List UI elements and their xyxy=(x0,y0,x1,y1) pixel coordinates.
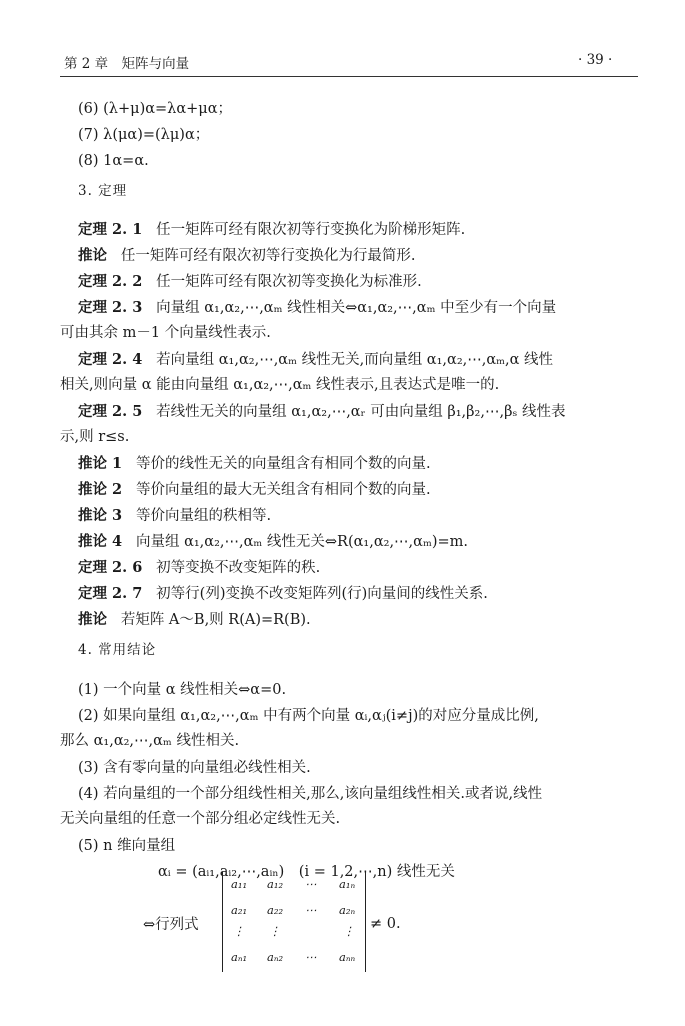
result-1: (1) 一个向量 α 线性相关⇔α=0. xyxy=(78,682,287,698)
det-cell: ⋮ xyxy=(233,924,245,938)
result-2: (2) 如果向量组 α₁,α₂,⋯,αₘ 中有两个向量 αᵢ,αⱼ(i≠j)的对应分量成比例, xyxy=(78,708,539,724)
theorem-label: 定理 2. 1 xyxy=(78,221,143,238)
inference-4 xyxy=(78,532,468,552)
det-cell: a₁₁ xyxy=(231,877,248,891)
property-6: (6) (λ+μ)α=λα+μα； xyxy=(78,101,233,117)
result-4-continued: 无关向量组的任意一个部分组必定线性无关. xyxy=(60,811,341,827)
result-4: (4) 若向量组的一个部分组线性相关,那么,该向量组线性相关.或者说,线性 xyxy=(78,786,543,802)
theorem-2-2 xyxy=(78,272,422,292)
property-8: (8) 1α=α. xyxy=(78,153,149,169)
det-cell: ⋯ xyxy=(305,950,317,964)
header-rule xyxy=(60,76,638,77)
theorem-text: 初等行(列)变换不改变矩阵列(行)向量间的线性关系. xyxy=(156,586,488,602)
inference-label: 推论 2 xyxy=(78,481,123,498)
corollary-text: 若矩阵 A～B,则 R(A)=R(B). xyxy=(120,612,311,628)
result-2-continued: 那么 α₁,α₂,⋯,αₘ 线性相关. xyxy=(60,733,240,749)
theorem-text: 任一矩阵可经有限次初等变换化为标准形. xyxy=(156,274,422,290)
theorem-text: 若向量组 α₁,α₂,⋯,αₘ 线性无关,而向量组 α₁,α₂,⋯,αₘ,α 线性 xyxy=(156,352,554,368)
inference-label: 推论 3 xyxy=(78,507,123,524)
result-3: (3) 含有零向量的向量组必线性相关. xyxy=(78,760,311,776)
theorem-2-1 xyxy=(78,220,465,240)
result-5-formula: αᵢ = (aᵢ₁,aᵢ₂,⋯,aᵢₙ) (i = 1,2,⋯,n) 线性无关 xyxy=(158,864,455,880)
det-cell: a₁₂ xyxy=(267,877,284,891)
det-cell: a₂₁ xyxy=(231,903,248,917)
det-cell: a₂₂ xyxy=(267,903,284,917)
det-cell: ⋮ xyxy=(343,924,355,938)
theorem-text: 初等变换不改变矩阵的秩. xyxy=(156,560,321,576)
theorem-label: 定理 2. 2 xyxy=(78,273,143,290)
theorem-label: 定理 2. 3 xyxy=(78,299,143,316)
theorem-2-3-continued: 可由其余 m－1 个向量线性表示. xyxy=(60,325,271,341)
determinant xyxy=(222,872,366,972)
det-cell: a₁ₙ xyxy=(339,877,356,891)
det-cell: ⋯ xyxy=(305,877,317,891)
theorem-2-3 xyxy=(78,298,556,318)
inference-text: 等价向量组的最大无关组含有相同个数的向量. xyxy=(135,482,431,498)
corollary-label: 推论 xyxy=(78,247,107,264)
determinant-label: ⇔行列式 xyxy=(143,917,199,933)
result-5: (5) n 维向量组 xyxy=(78,838,176,854)
theorem-label: 定理 2. 6 xyxy=(78,559,143,576)
page-number: · 39 · xyxy=(578,52,613,68)
section-3-heading: 3. 定理 xyxy=(78,183,128,199)
inference-text: 等价的线性无关的向量组含有相同个数的向量. xyxy=(135,456,431,472)
theorem-text: 若线性无关的向量组 α₁,α₂,⋯,αᵣ 可由向量组 β₁,β₂,⋯,βₛ 线性表 xyxy=(156,404,566,420)
property-7: (7) λ(μα)=(λμ)α； xyxy=(78,127,210,143)
inference-label: 推论 4 xyxy=(78,533,123,550)
theorem-label: 定理 2. 7 xyxy=(78,585,143,602)
theorem-2-5-continued: 示,则 r≤s. xyxy=(60,429,130,445)
inference-2 xyxy=(78,480,431,500)
not-equal-zero: ≠ 0. xyxy=(370,916,401,932)
det-cell: ⋮ xyxy=(269,924,281,938)
theorem-2-7 xyxy=(78,584,488,604)
det-cell: a₂ₙ xyxy=(339,903,356,917)
det-cell: ⋯ xyxy=(305,903,317,917)
theorem-label: 定理 2. 4 xyxy=(78,351,143,368)
det-cell: aₙ₁ xyxy=(231,950,248,964)
theorem-2-5 xyxy=(78,402,565,422)
theorem-2-4 xyxy=(78,350,553,370)
inference-text: 向量组 α₁,α₂,⋯,αₘ 线性无关⇔R(α₁,α₂,⋯,αₘ)=m. xyxy=(135,534,469,550)
inference-label: 推论 1 xyxy=(78,455,123,472)
corollary-2 xyxy=(78,610,311,630)
section-4-heading: 4. 常用结论 xyxy=(78,642,157,658)
theorem-2-4-continued: 相关,则向量 α 能由向量组 α₁,α₂,⋯,αₘ 线性表示,且表达式是唯一的. xyxy=(60,377,500,393)
corollary xyxy=(78,246,415,266)
det-cell: aₙ₂ xyxy=(267,950,284,964)
theorem-text: 向量组 α₁,α₂,⋯,αₘ 线性相关⇔α₁,α₂,⋯,αₘ 中至少有一个向量 xyxy=(156,300,557,316)
theorem-2-6 xyxy=(78,558,320,578)
theorem-label: 定理 2. 5 xyxy=(78,403,143,420)
corollary-label: 推论 xyxy=(78,611,107,628)
inference-text: 等价向量组的秩相等. xyxy=(135,508,272,524)
det-cell: aₙₙ xyxy=(339,950,356,964)
theorem-text: 任一矩阵可经有限次初等行变换化为阶梯形矩阵. xyxy=(156,222,466,238)
inference-3 xyxy=(78,506,271,526)
inference-1 xyxy=(78,454,431,474)
chapter-header: 第 2 章 矩阵与向量 xyxy=(64,56,190,72)
corollary-text: 任一矩阵可经有限次初等行变换化为行最简形. xyxy=(120,248,416,264)
